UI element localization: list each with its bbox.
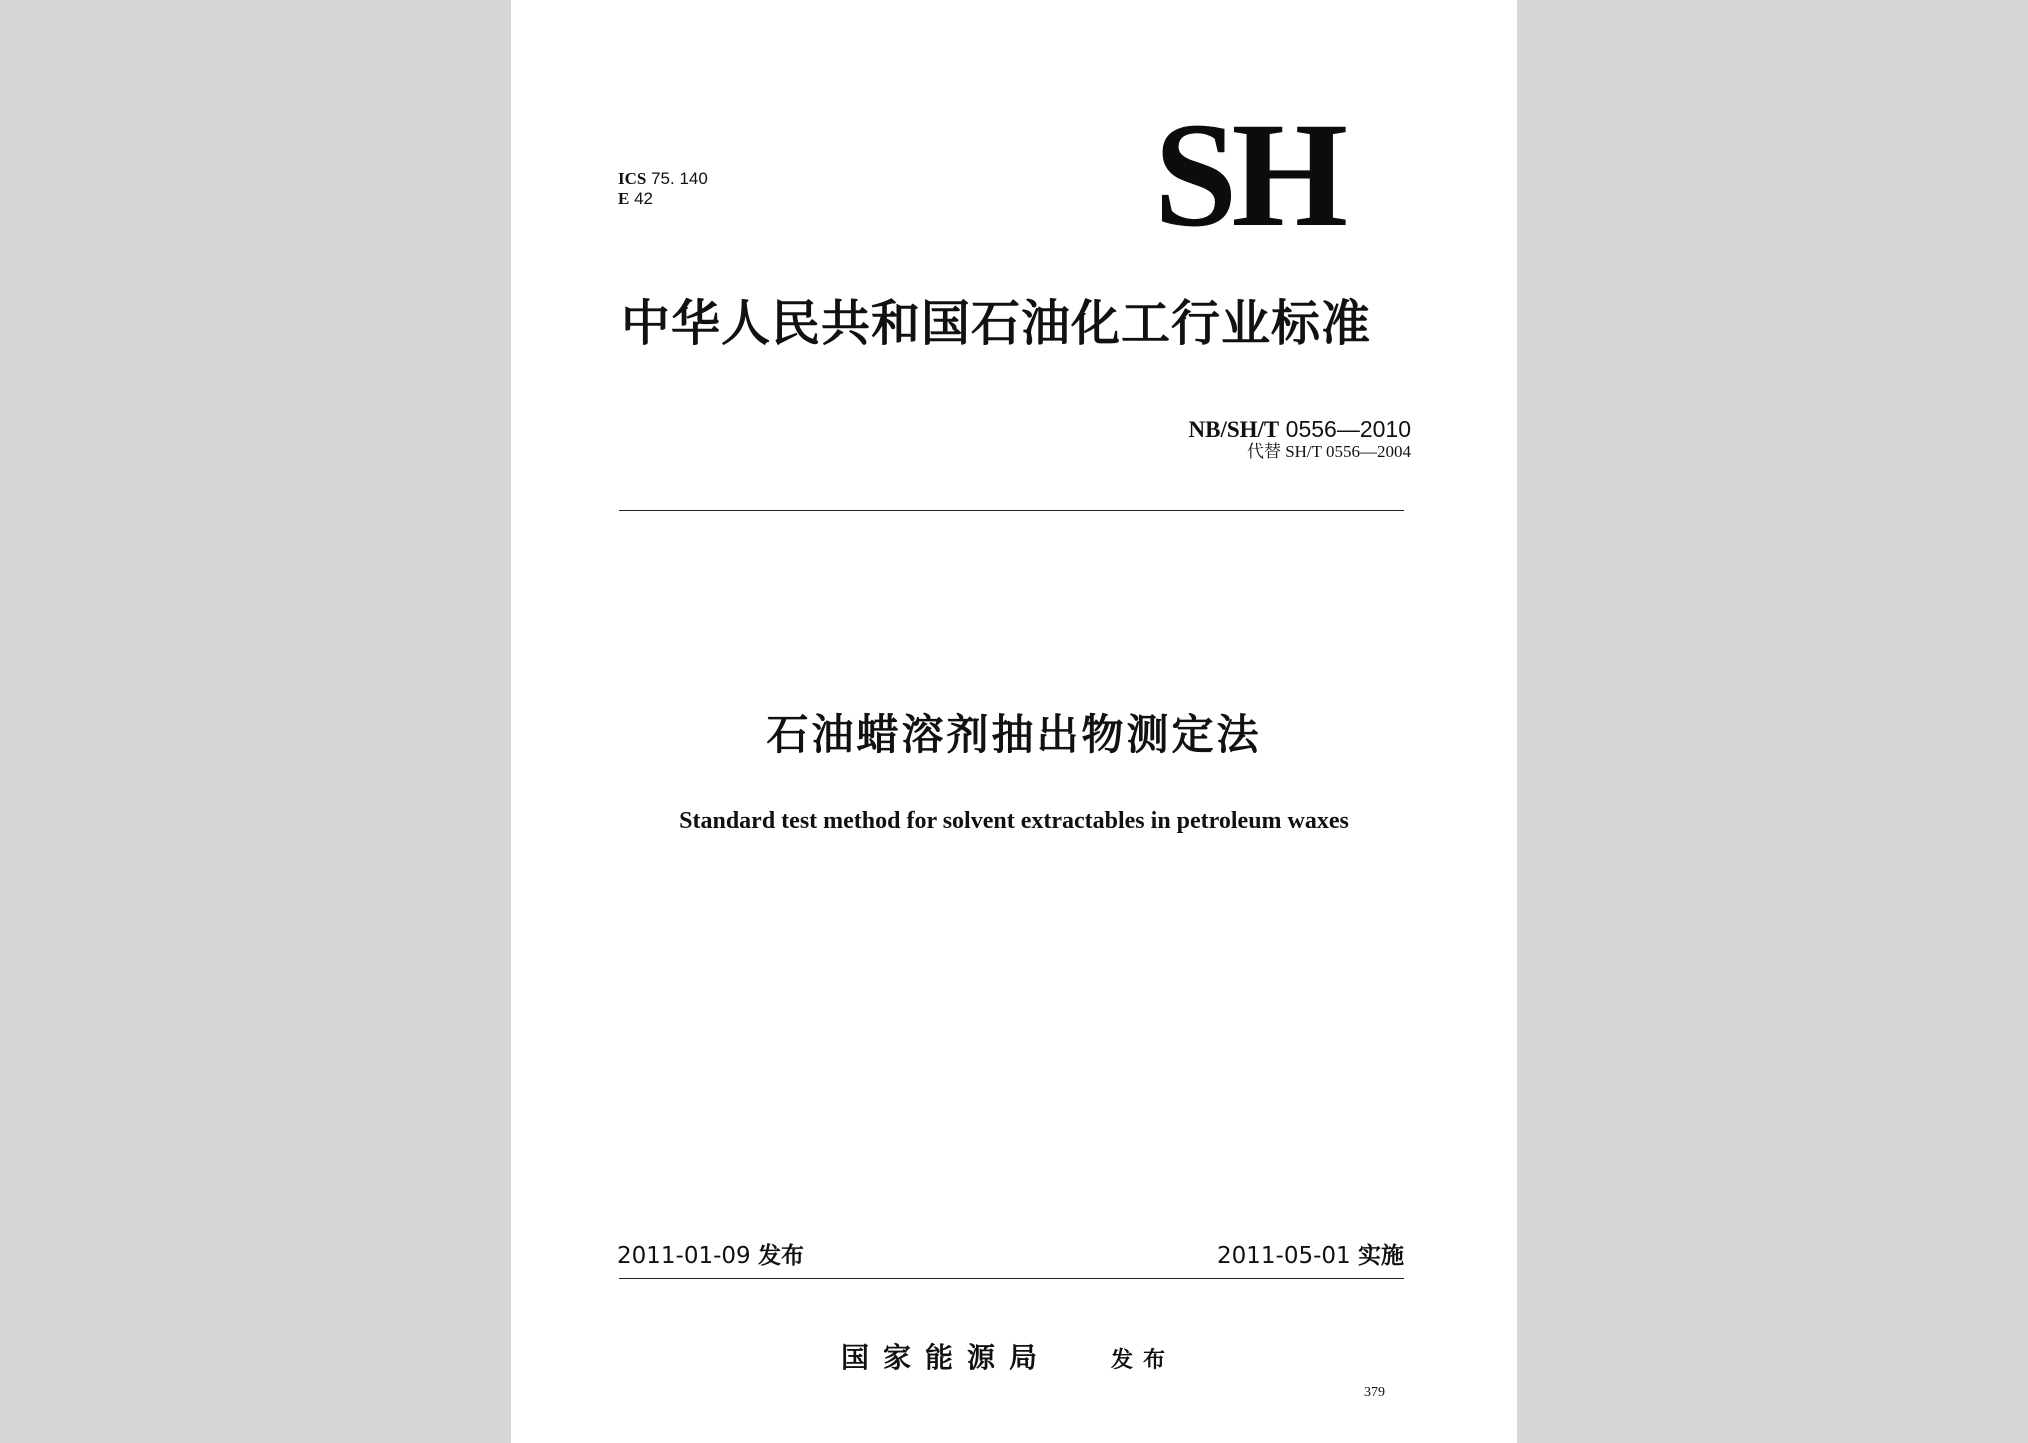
ics-code: ICS 75. 140 [618,169,708,188]
implementation-date: 2011-05-01 实施 [1217,1243,1404,1269]
top-divider [619,510,1404,511]
chinese-title: 石油蜡溶剂抽出物测定法 [766,710,1262,759]
standard-number: NB/SH/T 0556—2010 [1188,416,1411,442]
issue-date: 2011-01-09 发布 [617,1243,804,1269]
classification-codes [618,169,708,209]
sh-logo: SH [1154,92,1343,258]
issuing-verb: 发布 [1111,1348,1176,1373]
replaces-standard: 代替 SH/T 0556—2004 [1246,442,1411,461]
standard-category-title: 中华人民共和国石油化工行业标准 [621,295,1372,352]
bottom-divider [619,1278,1404,1279]
english-title: Standard test method for solvent extractables in petroleum waxes [679,808,1349,834]
page-number: 379 [1364,1385,1385,1400]
document-page [511,0,1517,1443]
issuing-authority: 国家能源局 [841,1341,1052,1374]
ccs-code: E 42 [618,189,653,208]
